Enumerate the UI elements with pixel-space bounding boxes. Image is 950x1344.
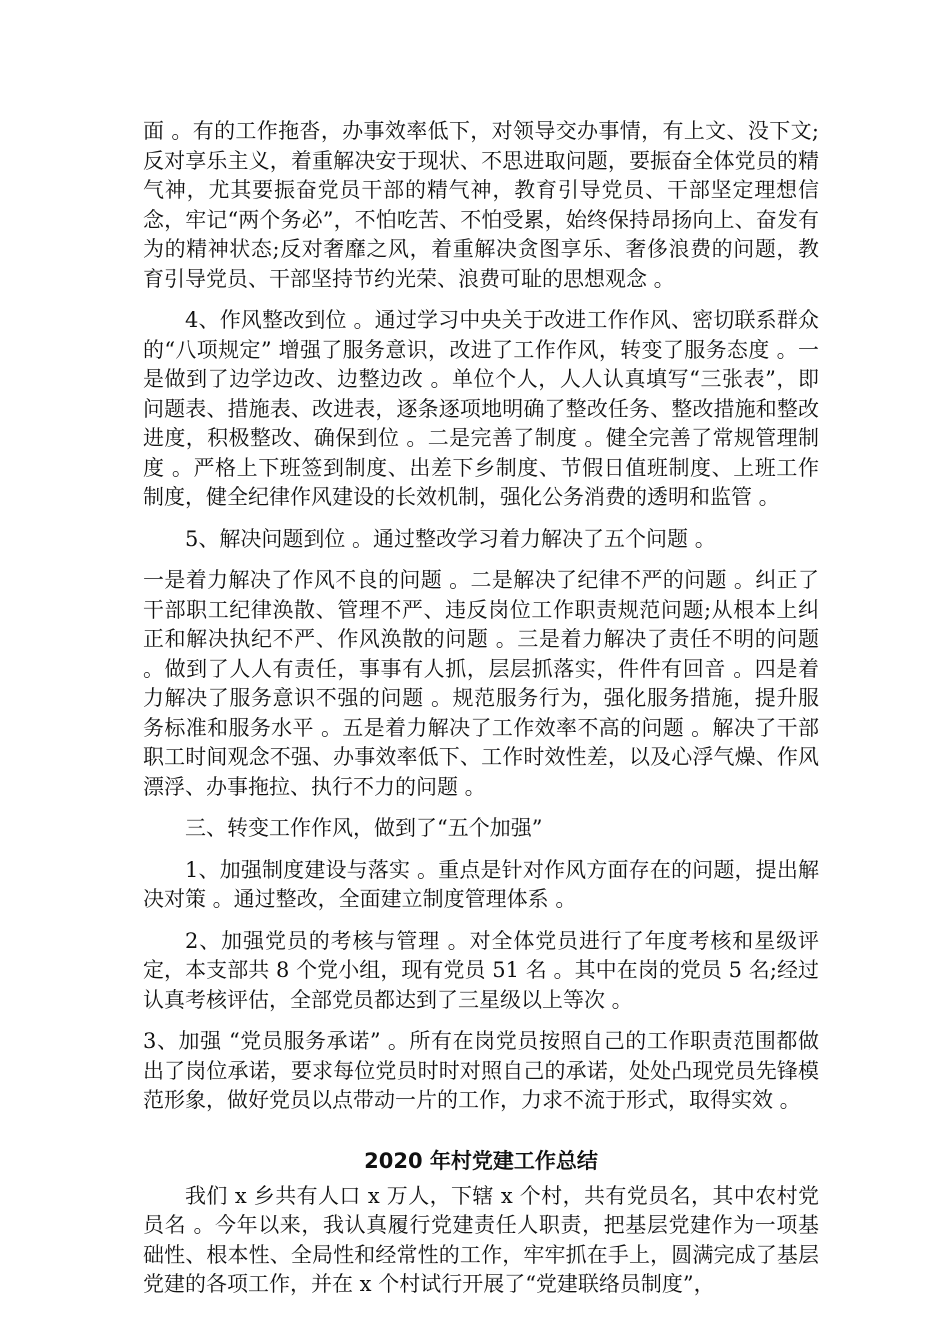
paragraph-system-building: 1、加强制度建设与落实 。重点是针对作风方面存在的问题，提出解决对策 。通过整改，全面建立制度管理体系 。: [143, 857, 819, 911]
paragraph-service-commitment: 3、加强 “党员服务承诺” 。所有在岗党员按照自己的工作职责范围都做出了岗位承诺，要求每位党员时时对照自己的承诺，处处凸现党员先锋模范形象，做好党员以点带动一片的工作，力求不流于形式，取得实效 。: [143, 1029, 819, 1112]
paragraph-member-assessment: 2、加强党员的考核与管理 。对全体党员进行了年度考核和星级评定，本支部共 8 个党小组，现有党员 51 名 。其中在岗的党员 5 名;经过认真考核评估，全部党员都达到了三星级以上等次 。: [143, 928, 819, 1012]
paragraph-style-rectification: 4、作风整改到位 。通过学习中央关于改进工作作风、密切联系群众的“八项规定” 增强了服务意识，改进了工作作风，转变了服务态度 。一是做到了边学边改、边整边改 。单位个人，人人认真填写“三张表”，即问题表、措施表、改进表，逐条逐项地明确了整改任务、整改措施和整改进度，积极整改、确保到位 。二是完善了制度 。健全完善了常规管理制度 。严格上下班签到制度、出差下乡制度、节假日值班制度、上班工作制度，健全纪律作风建设的长效机制，强化公务消费的透明和监管 。: [143, 308, 819, 509]
paragraph-solve-problems-heading: 5、解决问题到位 。通过整改学习着力解决了五个问题 。: [185, 526, 716, 551]
paragraph-opposing-styles: 面 。有的工作拖沓，办事效率低下，对领导交办事情，有上文、没下文;反对享乐主义，着重解决安于现状、不思进取问题，要振奋全体党员的精气神，尤其要振奋党员干部的精气神，教育引导党员、干部坚定理想信念，牢记“两个务必”，不怕吃苦、不怕受累，始终保持昂扬向上、奋发有为的精神状态;反对奢靡之风，着重解决贪图享乐、奢侈浪费的问题，教育引导党员、干部坚持节约光荣、浪费可耻的思想观念 。: [143, 119, 819, 291]
document-page: [143, 117, 819, 1300]
paragraph-summary-intro: 我们 x 乡共有人口 x 万人，下辖 x 个村，共有党员名，其中农村党员名 。今年以来，我认真履行党建责任人职责，把基层党建作为一项基础性、根本性、全局性和经常性的工作，牢牢抓在手上，圆满完成了基层党建的各项工作，并在 x 个村试行开展了“党建联络员制度”，: [143, 1183, 819, 1296]
section-heading-five-strengthenings: 三、转变工作作风，做到了“五个加强”: [185, 816, 543, 840]
paragraph-five-problems: 一是着力解决了作风不良的问题 。二是解决了纪律不严的问题 。纠正了干部职工纪律涣散、管理不严、违反岗位工作职责规范问题;从根本上纠正和解决执纪不严、作风涣散的问题 。三是着力解决了责任不明的问题 。做到了人人有责任，事事有人抓，层层抓落实，件件有回音 。四是着力解决了服务意识不强的问题 。规范服务行为，强化服务措施，提升服务标准和服务水平 。五是着力解决了工作效率不高的问题 。解决了干部职工时间观念不强、办事效率低下、工作时效性差，以及心浮气燥、作风漂浮、办事拖拉、执行不力的问题 。: [143, 568, 819, 799]
document-title: 2020 年村党建工作总结: [364, 1148, 598, 1173]
